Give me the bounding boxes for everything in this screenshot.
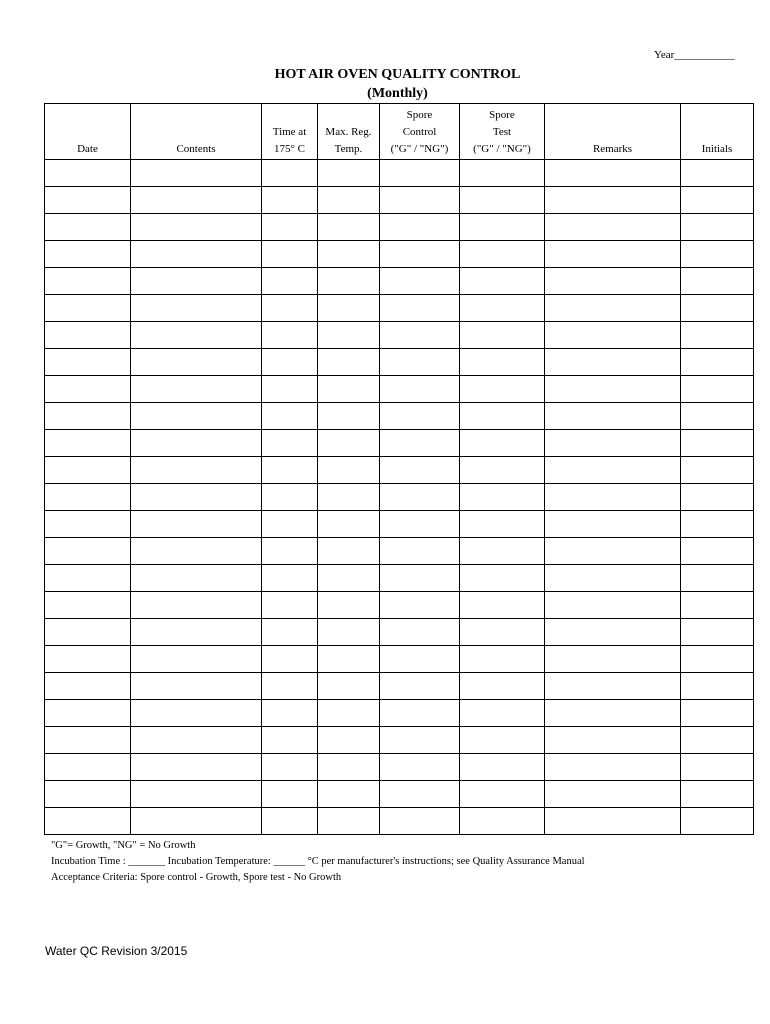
entry-cell-remarks[interactable] bbox=[545, 538, 681, 565]
entry-cell-spore-control[interactable] bbox=[380, 511, 460, 538]
entry-cell-date[interactable] bbox=[45, 754, 131, 781]
entry-cell-remarks[interactable] bbox=[545, 322, 681, 349]
entry-cell-time[interactable] bbox=[262, 241, 318, 268]
table-row bbox=[45, 781, 754, 808]
entry-cell-max-reg-temp[interactable] bbox=[318, 727, 380, 754]
entry-cell-spore-control[interactable] bbox=[380, 619, 460, 646]
entry-cell-contents[interactable] bbox=[131, 673, 262, 700]
entry-cell-contents[interactable] bbox=[131, 538, 262, 565]
table-row bbox=[45, 268, 754, 295]
entry-cell-remarks[interactable] bbox=[545, 646, 681, 673]
entry-cell-max-reg-temp[interactable] bbox=[318, 511, 380, 538]
entry-cell-spore-control[interactable] bbox=[380, 430, 460, 457]
entry-cell-initials[interactable] bbox=[681, 673, 754, 700]
entry-cell-spore-test[interactable] bbox=[460, 295, 545, 322]
entry-cell-spore-control[interactable] bbox=[380, 538, 460, 565]
entry-cell-remarks[interactable] bbox=[545, 268, 681, 295]
entry-cell-spore-control[interactable] bbox=[380, 295, 460, 322]
page-subtitle: (Monthly) bbox=[367, 86, 428, 101]
column-header-date bbox=[45, 104, 131, 160]
column-header-line: ("G" / "NG") bbox=[390, 143, 449, 155]
table-row bbox=[45, 484, 754, 511]
entry-cell-remarks[interactable] bbox=[545, 457, 681, 484]
column-header-line: Test bbox=[492, 126, 512, 138]
entry-cell-date[interactable] bbox=[45, 484, 131, 511]
entry-cell-time[interactable] bbox=[262, 619, 318, 646]
entry-cell-spore-test[interactable] bbox=[460, 700, 545, 727]
table-row bbox=[45, 376, 754, 403]
entry-cell-date[interactable] bbox=[45, 538, 131, 565]
entry-cell-initials[interactable] bbox=[681, 241, 754, 268]
revision-footer: Water QC Revision 3/2015 bbox=[45, 944, 188, 958]
entry-cell-time[interactable] bbox=[262, 268, 318, 295]
entry-cell-spore-control[interactable] bbox=[380, 160, 460, 187]
column-header-line: Max. Reg. bbox=[325, 126, 372, 138]
entry-cell-max-reg-temp[interactable] bbox=[318, 781, 380, 808]
entry-cell-time[interactable] bbox=[262, 673, 318, 700]
page-title: HOT AIR OVEN QUALITY CONTROL bbox=[274, 67, 521, 82]
entry-cell-initials[interactable] bbox=[681, 295, 754, 322]
table-row bbox=[45, 511, 754, 538]
entry-cell-date[interactable] bbox=[45, 700, 131, 727]
entry-cell-spore-control[interactable] bbox=[380, 781, 460, 808]
entry-cell-date[interactable] bbox=[45, 160, 131, 187]
entry-cell-spore-control[interactable] bbox=[380, 484, 460, 511]
entry-cell-date[interactable] bbox=[45, 457, 131, 484]
table-row bbox=[45, 349, 754, 376]
column-header-line: Spore bbox=[406, 109, 433, 121]
entry-cell-initials[interactable] bbox=[681, 214, 754, 241]
entry-cell-time[interactable] bbox=[262, 808, 318, 835]
entry-cell-contents[interactable] bbox=[131, 565, 262, 592]
entry-cell-time[interactable] bbox=[262, 214, 318, 241]
column-header-initials bbox=[681, 104, 754, 160]
entry-cell-contents[interactable] bbox=[131, 160, 262, 187]
entry-cell-contents[interactable] bbox=[131, 511, 262, 538]
entry-cell-date[interactable] bbox=[45, 511, 131, 538]
entry-cell-initials[interactable] bbox=[681, 349, 754, 376]
entry-cell-time[interactable] bbox=[262, 376, 318, 403]
entry-cell-contents[interactable] bbox=[131, 322, 262, 349]
entry-cell-spore-control[interactable] bbox=[380, 403, 460, 430]
entry-cell-spore-test[interactable] bbox=[460, 808, 545, 835]
entry-cell-initials[interactable] bbox=[681, 646, 754, 673]
entry-cell-time[interactable] bbox=[262, 511, 318, 538]
entry-cell-spore-test[interactable] bbox=[460, 646, 545, 673]
entry-cell-remarks[interactable] bbox=[545, 376, 681, 403]
entry-cell-contents[interactable] bbox=[131, 727, 262, 754]
entry-cell-date[interactable] bbox=[45, 565, 131, 592]
column-header-time bbox=[262, 104, 318, 160]
entry-cell-initials[interactable] bbox=[681, 457, 754, 484]
entry-cell-time[interactable] bbox=[262, 430, 318, 457]
entry-cell-contents[interactable] bbox=[131, 241, 262, 268]
entry-cell-date[interactable] bbox=[45, 727, 131, 754]
entry-cell-remarks[interactable] bbox=[545, 808, 681, 835]
entry-cell-spore-control[interactable] bbox=[380, 457, 460, 484]
entry-cell-remarks[interactable] bbox=[545, 700, 681, 727]
entry-cell-initials[interactable] bbox=[681, 754, 754, 781]
entry-cell-initials[interactable] bbox=[681, 322, 754, 349]
entry-cell-time[interactable] bbox=[262, 646, 318, 673]
entry-cell-spore-test[interactable] bbox=[460, 376, 545, 403]
entry-cell-max-reg-temp[interactable] bbox=[318, 565, 380, 592]
entry-cell-date[interactable] bbox=[45, 430, 131, 457]
entry-cell-max-reg-temp[interactable] bbox=[318, 538, 380, 565]
entry-cell-max-reg-temp[interactable] bbox=[318, 673, 380, 700]
entry-cell-contents[interactable] bbox=[131, 619, 262, 646]
table-row bbox=[45, 214, 754, 241]
table-row bbox=[45, 700, 754, 727]
entry-cell-initials[interactable] bbox=[681, 619, 754, 646]
entry-cell-spore-control[interactable] bbox=[380, 187, 460, 214]
incubation-line: Incubation Time : _______ Incubation Temperature: ______ °C per manufacturer's instructions; see Quality Assurance Manual bbox=[51, 856, 585, 867]
entry-cell-time[interactable] bbox=[262, 727, 318, 754]
entry-cell-time[interactable] bbox=[262, 565, 318, 592]
column-header-line: Temp. bbox=[334, 143, 363, 155]
entry-cell-spore-test[interactable] bbox=[460, 241, 545, 268]
entry-cell-contents[interactable] bbox=[131, 592, 262, 619]
entry-cell-time[interactable] bbox=[262, 754, 318, 781]
column-header-line: 175° C bbox=[274, 143, 305, 155]
entry-cell-spore-control[interactable] bbox=[380, 646, 460, 673]
entry-cell-max-reg-temp[interactable] bbox=[318, 295, 380, 322]
entry-cell-spore-control[interactable] bbox=[380, 727, 460, 754]
entry-cell-max-reg-temp[interactable] bbox=[318, 592, 380, 619]
entry-cell-time[interactable] bbox=[262, 457, 318, 484]
table-row bbox=[45, 619, 754, 646]
entry-cell-spore-control[interactable] bbox=[380, 754, 460, 781]
entry-cell-spore-test[interactable] bbox=[460, 187, 545, 214]
entry-cell-spore-test[interactable] bbox=[460, 727, 545, 754]
qc-log-table bbox=[44, 103, 754, 835]
entry-cell-remarks[interactable] bbox=[545, 592, 681, 619]
entry-cell-time[interactable] bbox=[262, 403, 318, 430]
entry-cell-spore-control[interactable] bbox=[380, 700, 460, 727]
entry-cell-spore-control[interactable] bbox=[380, 592, 460, 619]
entry-cell-date[interactable] bbox=[45, 322, 131, 349]
table-row bbox=[45, 646, 754, 673]
entry-cell-max-reg-temp[interactable] bbox=[318, 322, 380, 349]
entry-cell-max-reg-temp[interactable] bbox=[318, 646, 380, 673]
entry-cell-initials[interactable] bbox=[681, 430, 754, 457]
entry-cell-spore-control[interactable] bbox=[380, 349, 460, 376]
column-header-contents bbox=[131, 104, 262, 160]
entry-cell-spore-test[interactable] bbox=[460, 781, 545, 808]
column-header-line: Control bbox=[402, 126, 437, 138]
entry-cell-contents[interactable] bbox=[131, 781, 262, 808]
entry-cell-date[interactable] bbox=[45, 376, 131, 403]
entry-cell-spore-test[interactable] bbox=[460, 322, 545, 349]
entry-cell-remarks[interactable] bbox=[545, 754, 681, 781]
entry-cell-contents[interactable] bbox=[131, 646, 262, 673]
table-row bbox=[45, 538, 754, 565]
entry-cell-max-reg-temp[interactable] bbox=[318, 241, 380, 268]
entry-cell-max-reg-temp[interactable] bbox=[318, 160, 380, 187]
entry-cell-time[interactable] bbox=[262, 322, 318, 349]
entry-cell-initials[interactable] bbox=[681, 376, 754, 403]
entry-cell-initials[interactable] bbox=[681, 538, 754, 565]
entry-cell-spore-test[interactable] bbox=[460, 484, 545, 511]
entry-cell-max-reg-temp[interactable] bbox=[318, 754, 380, 781]
entry-cell-spore-test[interactable] bbox=[460, 349, 545, 376]
entry-cell-initials[interactable] bbox=[681, 268, 754, 295]
table-row bbox=[45, 754, 754, 781]
entry-cell-spore-test[interactable] bbox=[460, 619, 545, 646]
entry-cell-initials[interactable] bbox=[681, 808, 754, 835]
entry-cell-contents[interactable] bbox=[131, 214, 262, 241]
table-row bbox=[45, 187, 754, 214]
table-row bbox=[45, 673, 754, 700]
entry-cell-date[interactable] bbox=[45, 268, 131, 295]
entry-cell-initials[interactable] bbox=[681, 592, 754, 619]
column-header-line: Contents bbox=[176, 143, 216, 155]
entry-cell-spore-test[interactable] bbox=[460, 565, 545, 592]
table-row bbox=[45, 430, 754, 457]
entry-cell-date[interactable] bbox=[45, 673, 131, 700]
entry-cell-date[interactable] bbox=[45, 187, 131, 214]
entry-cell-initials[interactable] bbox=[681, 403, 754, 430]
entry-cell-max-reg-temp[interactable] bbox=[318, 430, 380, 457]
table-header-row bbox=[45, 104, 754, 160]
entry-cell-max-reg-temp[interactable] bbox=[318, 700, 380, 727]
acceptance-criteria: Acceptance Criteria: Spore control - Growth, Spore test - No Growth bbox=[51, 872, 342, 883]
entry-cell-remarks[interactable] bbox=[545, 511, 681, 538]
entry-cell-contents[interactable] bbox=[131, 457, 262, 484]
entry-cell-spore-test[interactable] bbox=[460, 592, 545, 619]
entry-cell-max-reg-temp[interactable] bbox=[318, 808, 380, 835]
column-header-line: Spore bbox=[489, 109, 515, 121]
entry-cell-initials[interactable] bbox=[681, 565, 754, 592]
entry-cell-contents[interactable] bbox=[131, 700, 262, 727]
entry-cell-date[interactable] bbox=[45, 403, 131, 430]
entry-cell-max-reg-temp[interactable] bbox=[318, 619, 380, 646]
entry-cell-date[interactable] bbox=[45, 619, 131, 646]
entry-cell-time[interactable] bbox=[262, 160, 318, 187]
entry-cell-remarks[interactable] bbox=[545, 619, 681, 646]
growth-legend: "G"= Growth, "NG" = No Growth bbox=[51, 840, 196, 851]
entry-cell-contents[interactable] bbox=[131, 349, 262, 376]
entry-cell-remarks[interactable] bbox=[545, 403, 681, 430]
entry-cell-max-reg-temp[interactable] bbox=[318, 484, 380, 511]
entry-cell-max-reg-temp[interactable] bbox=[318, 268, 380, 295]
entry-cell-contents[interactable] bbox=[131, 295, 262, 322]
table-row bbox=[45, 241, 754, 268]
entry-cell-remarks[interactable] bbox=[545, 565, 681, 592]
entry-cell-remarks[interactable] bbox=[545, 727, 681, 754]
entry-cell-date[interactable] bbox=[45, 781, 131, 808]
table-row bbox=[45, 322, 754, 349]
entry-cell-spore-control[interactable] bbox=[380, 808, 460, 835]
table-row bbox=[45, 457, 754, 484]
entry-cell-contents[interactable] bbox=[131, 808, 262, 835]
table-row bbox=[45, 727, 754, 754]
entry-cell-remarks[interactable] bbox=[545, 187, 681, 214]
entry-cell-remarks[interactable] bbox=[545, 295, 681, 322]
table-body bbox=[45, 160, 754, 835]
table-row bbox=[45, 565, 754, 592]
entry-cell-spore-test[interactable] bbox=[460, 268, 545, 295]
entry-cell-spore-test[interactable] bbox=[460, 754, 545, 781]
entry-cell-remarks[interactable] bbox=[545, 241, 681, 268]
notes-block bbox=[51, 838, 585, 886]
entry-cell-time[interactable] bbox=[262, 700, 318, 727]
entry-cell-spore-control[interactable] bbox=[380, 376, 460, 403]
entry-cell-remarks[interactable] bbox=[545, 673, 681, 700]
entry-cell-initials[interactable] bbox=[681, 187, 754, 214]
entry-cell-spore-test[interactable] bbox=[460, 457, 545, 484]
column-header-line: Time at bbox=[272, 126, 307, 138]
entry-cell-remarks[interactable] bbox=[545, 430, 681, 457]
entry-cell-date[interactable] bbox=[45, 808, 131, 835]
column-header-max-reg-temp bbox=[318, 104, 380, 160]
entry-cell-spore-control[interactable] bbox=[380, 241, 460, 268]
table-row bbox=[45, 808, 754, 835]
entry-cell-max-reg-temp[interactable] bbox=[318, 457, 380, 484]
entry-cell-spore-control[interactable] bbox=[380, 214, 460, 241]
entry-cell-contents[interactable] bbox=[131, 484, 262, 511]
entry-cell-initials[interactable] bbox=[681, 700, 754, 727]
column-header-line: Remarks bbox=[592, 143, 633, 155]
entry-cell-remarks[interactable] bbox=[545, 160, 681, 187]
table-row bbox=[45, 403, 754, 430]
entry-cell-max-reg-temp[interactable] bbox=[318, 214, 380, 241]
entry-cell-initials[interactable] bbox=[681, 511, 754, 538]
entry-cell-date[interactable] bbox=[45, 214, 131, 241]
entry-cell-time[interactable] bbox=[262, 349, 318, 376]
column-header-line: Date bbox=[77, 143, 98, 155]
entry-cell-spore-control[interactable] bbox=[380, 673, 460, 700]
entry-cell-max-reg-temp[interactable] bbox=[318, 376, 380, 403]
entry-cell-time[interactable] bbox=[262, 295, 318, 322]
column-header-spore-control bbox=[380, 104, 460, 160]
entry-cell-time[interactable] bbox=[262, 187, 318, 214]
entry-cell-date[interactable] bbox=[45, 295, 131, 322]
entry-cell-contents[interactable] bbox=[131, 376, 262, 403]
entry-cell-remarks[interactable] bbox=[545, 214, 681, 241]
table-row bbox=[45, 592, 754, 619]
entry-cell-date[interactable] bbox=[45, 592, 131, 619]
entry-cell-spore-test[interactable] bbox=[460, 214, 545, 241]
entry-cell-max-reg-temp[interactable] bbox=[318, 403, 380, 430]
entry-cell-max-reg-temp[interactable] bbox=[318, 349, 380, 376]
entry-cell-spore-test[interactable] bbox=[460, 538, 545, 565]
year-field-label: Year___________ bbox=[654, 49, 735, 61]
entry-cell-initials[interactable] bbox=[681, 781, 754, 808]
entry-cell-spore-control[interactable] bbox=[380, 322, 460, 349]
entry-cell-date[interactable] bbox=[45, 241, 131, 268]
entry-cell-time[interactable] bbox=[262, 592, 318, 619]
entry-cell-spore-test[interactable] bbox=[460, 160, 545, 187]
column-header-line: Initials bbox=[701, 143, 733, 155]
entry-cell-date[interactable] bbox=[45, 646, 131, 673]
entry-cell-contents[interactable] bbox=[131, 187, 262, 214]
table-row bbox=[45, 295, 754, 322]
column-header-remarks bbox=[545, 104, 681, 160]
entry-cell-spore-test[interactable] bbox=[460, 403, 545, 430]
entry-cell-remarks[interactable] bbox=[545, 484, 681, 511]
entry-cell-date[interactable] bbox=[45, 349, 131, 376]
entry-cell-remarks[interactable] bbox=[545, 349, 681, 376]
entry-cell-time[interactable] bbox=[262, 484, 318, 511]
entry-cell-spore-test[interactable] bbox=[460, 430, 545, 457]
table-row bbox=[45, 160, 754, 187]
entry-cell-spore-test[interactable] bbox=[460, 511, 545, 538]
entry-cell-contents[interactable] bbox=[131, 268, 262, 295]
entry-cell-spore-test[interactable] bbox=[460, 673, 545, 700]
entry-cell-contents[interactable] bbox=[131, 403, 262, 430]
column-header-spore-test bbox=[460, 104, 545, 160]
entry-cell-initials[interactable] bbox=[681, 160, 754, 187]
entry-cell-initials[interactable] bbox=[681, 727, 754, 754]
entry-cell-contents[interactable] bbox=[131, 754, 262, 781]
entry-cell-remarks[interactable] bbox=[545, 781, 681, 808]
entry-cell-max-reg-temp[interactable] bbox=[318, 187, 380, 214]
entry-cell-time[interactable] bbox=[262, 538, 318, 565]
entry-cell-spore-control[interactable] bbox=[380, 268, 460, 295]
column-header-line: ("G" / "NG") bbox=[473, 143, 531, 155]
entry-cell-contents[interactable] bbox=[131, 430, 262, 457]
entry-cell-time[interactable] bbox=[262, 781, 318, 808]
entry-cell-spore-control[interactable] bbox=[380, 565, 460, 592]
entry-cell-initials[interactable] bbox=[681, 484, 754, 511]
